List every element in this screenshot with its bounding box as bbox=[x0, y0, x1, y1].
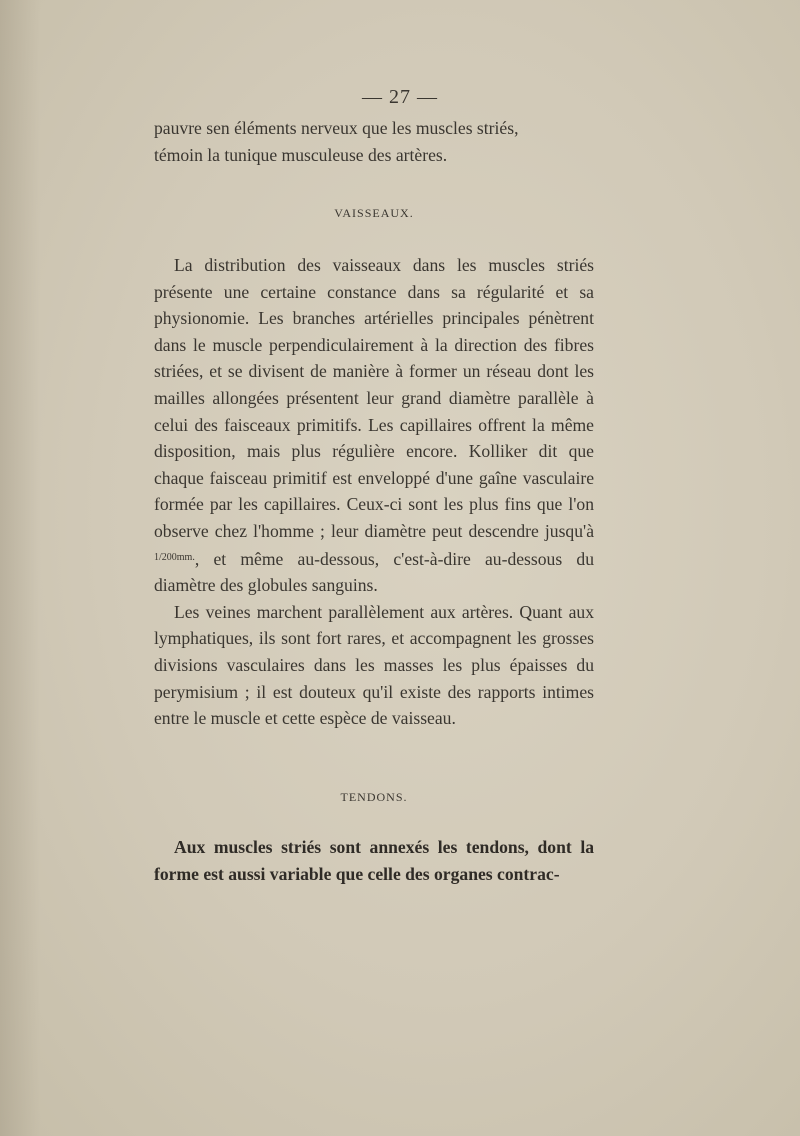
intro-line-2: témoin la tunique musculeuse des artères. bbox=[154, 144, 448, 165]
paragraph-distribution bbox=[154, 252, 594, 599]
paragraph-tendons: Aux muscles striés sont annexés les tendons, dont la forme est aussi variable que celle des organes contrac- bbox=[154, 837, 594, 884]
section-heading-tendons: TENDONS. bbox=[340, 790, 408, 804]
section-body-vaisseaux bbox=[154, 252, 594, 732]
intro-text bbox=[154, 115, 594, 168]
paragraph-veines: Les veines marchent parallèlement aux artères. Quant aux lymphatiques, ils sont fort rares, et accompagnent les grosses divisions vasculaires dans les masses les plus épaisses du perymisium ; il est douteux qu'il existe des rapports intimes entre le muscle et cette espèce de vaisseau. bbox=[154, 601, 594, 729]
intro-line-1: pauvre sen éléments nerveux que les muscles striés, bbox=[154, 118, 519, 138]
fraction-value: 1/200 bbox=[154, 551, 177, 563]
paragraph-distribution-end: , et même au-dessous, c'est-à-dire au-dessous du diamètre des globules sanguins. bbox=[154, 548, 594, 596]
spine-shadow bbox=[0, 0, 40, 1136]
section-heading-vaisseaux: VAISSEAUX. bbox=[334, 206, 414, 220]
section-body-tendons bbox=[154, 834, 594, 887]
paragraph-distribution-text: La distribution des vaisseaux dans les muscles striés présente une certaine constance dans sa régularité et sa physionomie. Les branches artérielles principales pénètrent dans le muscle perpendiculairement à la direction des fibres striées, et se divisent de manière à former un réseau dont les mailles allongées présentent leur grand diamètre parallèle à celui des faisceaux primitifs. Les capillaires offrent la même disposition, mais plus régulière encore. Kolliker dit que chaque faisceau primitif est enveloppé d'une gaîne vasculaire formée par les capillaires. Ceux-ci sont les plus fins que l'on observe chez l'homme ; leur diamètre peut descendre jusqu'à bbox=[154, 255, 594, 541]
page-number: — 27 — bbox=[362, 86, 438, 108]
fraction-unit: mm. bbox=[176, 551, 195, 563]
